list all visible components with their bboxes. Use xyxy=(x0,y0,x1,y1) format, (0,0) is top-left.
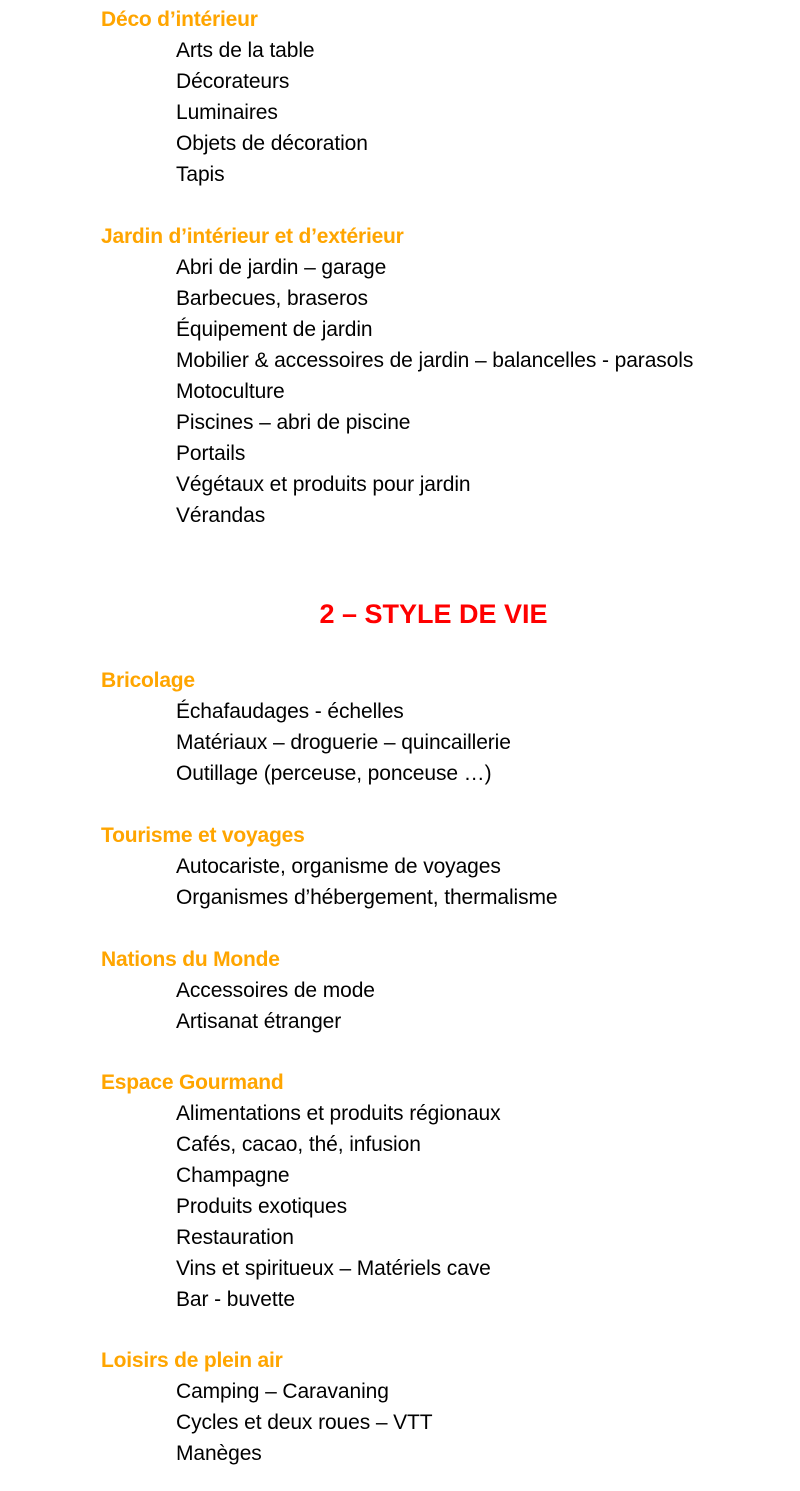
list-item: Échafaudages - échelles xyxy=(176,700,404,723)
category-heading: Loisirs de plein air xyxy=(101,1349,283,1372)
category-item-list xyxy=(101,975,781,1037)
list-item: Matériaux – droguerie – quincaillerie xyxy=(176,731,511,754)
category-item-list xyxy=(101,851,781,913)
list-item: Motoculture xyxy=(176,380,285,403)
category-jardin xyxy=(101,221,781,531)
list-item: Objets de décoration xyxy=(176,132,368,155)
category-item-list xyxy=(101,252,781,531)
category-item-list xyxy=(101,1098,781,1315)
category-item-list xyxy=(101,1376,781,1469)
list-item: Arts de la table xyxy=(176,39,315,62)
category-heading: Nations du Monde xyxy=(101,948,280,971)
list-item: Produits exotiques xyxy=(176,1195,347,1218)
category-heading: Jardin d’intérieur et d’extérieur xyxy=(101,225,404,248)
category-heading: Espace Gourmand xyxy=(101,1071,284,1094)
list-item: Équipement de jardin xyxy=(176,318,373,341)
list-item: Cycles et deux roues – VTT xyxy=(176,1411,433,1434)
list-item: Vérandas xyxy=(176,504,266,527)
list-item: Autocariste, organisme de voyages xyxy=(176,855,501,878)
category-heading: Bricolage xyxy=(101,669,195,692)
list-item: Végétaux et produits pour jardin xyxy=(176,473,471,496)
list-item: Luminaires xyxy=(176,101,278,124)
category-item-list xyxy=(101,696,781,789)
list-item: Portails xyxy=(176,442,246,465)
category-item-list xyxy=(101,35,781,190)
section-title: 2 – STYLE DE VIE xyxy=(319,599,548,629)
category-deco-interieur xyxy=(101,4,781,190)
list-item: Outillage (perceuse, ponceuse …) xyxy=(176,762,492,785)
list-item: Décorateurs xyxy=(176,70,290,93)
category-heading: Déco d’intérieur xyxy=(101,8,258,31)
list-item: Accessoires de mode xyxy=(176,979,375,1002)
list-item: Tapis xyxy=(176,163,225,186)
list-item: Camping – Caravaning xyxy=(176,1380,389,1403)
list-item: Cafés, cacao, thé, infusion xyxy=(176,1133,421,1156)
category-heading: Tourisme et voyages xyxy=(101,824,305,847)
category-bricolage xyxy=(101,665,781,789)
list-item: Champagne xyxy=(176,1164,290,1187)
list-item: Alimentations et produits régionaux xyxy=(176,1102,501,1125)
list-item: Mobilier & accessoires de jardin – balancelles - parasols xyxy=(176,349,694,372)
list-item: Barbecues, braseros xyxy=(176,287,368,310)
category-loisirs-plein-air xyxy=(101,1345,781,1469)
category-nations-du-monde xyxy=(101,944,781,1037)
list-item: Abri de jardin – garage xyxy=(176,256,387,279)
category-tourisme xyxy=(101,820,781,913)
list-item: Vins et spiritueux – Matériels cave xyxy=(176,1257,491,1280)
category-espace-gourmand xyxy=(101,1067,781,1315)
list-item: Restauration xyxy=(176,1226,294,1249)
list-item: Manèges xyxy=(176,1442,262,1465)
list-item: Organismes d’hébergement, thermalisme xyxy=(176,886,558,909)
list-item: Piscines – abri de piscine xyxy=(176,411,411,434)
list-item: Bar - buvette xyxy=(176,1288,295,1311)
list-item: Artisanat étranger xyxy=(176,1010,342,1033)
